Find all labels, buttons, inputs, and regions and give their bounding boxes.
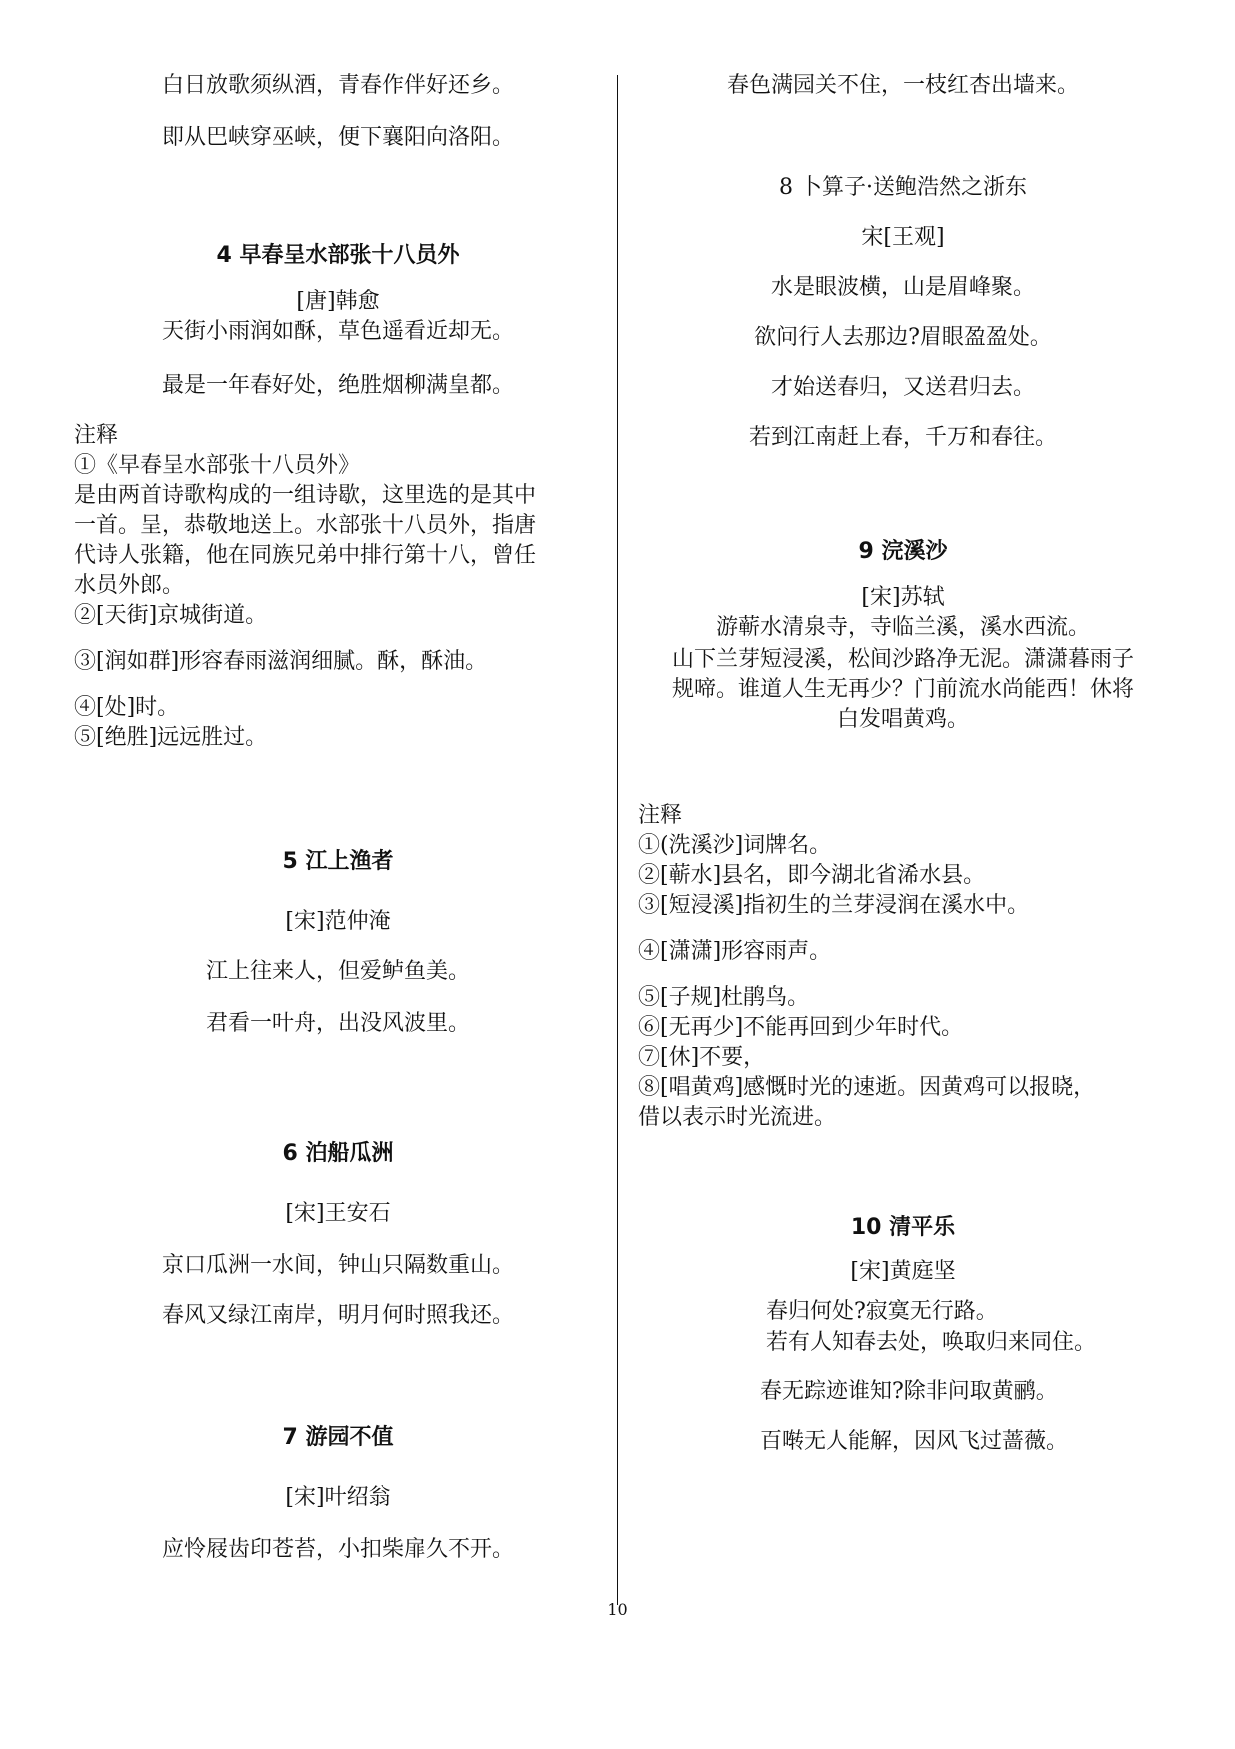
poem-author: [宋]叶绍翁 <box>285 1485 391 1510</box>
note-item: ③[润如群]形容春雨滋润细腻。酥，酥油。 <box>74 649 488 674</box>
note-item: 借以表示时光流进。 <box>638 1105 837 1130</box>
poem-line: 应怜屐齿印苍苔，小扣柴扉久不开。 <box>161 1537 514 1562</box>
column-divider <box>617 75 618 1605</box>
poem-title: 6 泊船瓜洲 <box>282 1141 394 1166</box>
note-item: ⑤[子规]杜鹃鸟。 <box>638 985 810 1010</box>
poem10-lines <box>766 1296 1168 1358</box>
note-item: ⑤[绝胜]远远胜过。 <box>74 725 268 750</box>
poem-line: 君看一叶舟，出没风波里。 <box>205 1011 470 1036</box>
poem-title: 7 游园不值 <box>282 1425 394 1450</box>
note-item: 是由两首诗歌构成的一组诗歇，这里选的是其中 <box>74 483 537 508</box>
note-item: ⑥[无再少]不能再回到少年时代。 <box>638 1015 964 1040</box>
poem-author: [唐]韩愈 <box>296 289 380 314</box>
poem-line: 才始送春归，又送君归去。 <box>770 375 1035 400</box>
poem-author: [宋]王安石 <box>285 1201 391 1226</box>
notes-heading: 注释 <box>74 423 119 448</box>
note-item: ②[蕲水]县名，即今湖北省浠水县。 <box>638 863 986 888</box>
poem-line: 春色满园关不住，一枝红杏出墙来。 <box>726 73 1079 98</box>
poem-line: 若到江南赶上春，千万和春往。 <box>748 425 1057 450</box>
poem-title: 9 浣溪沙 <box>858 539 948 564</box>
poem-line: 若有人知春去处，唤取归来同住。 <box>766 1330 1097 1355</box>
poem-line: 山下兰芽短浸溪，松间沙路净无泥。潇潇暮雨子 <box>671 647 1134 672</box>
poem-intro: 游蕲水清泉寺，寺临兰溪，溪水西流。 <box>715 615 1090 640</box>
note-item: ⑦[休]不要， <box>638 1045 766 1070</box>
poem-title: 5 江上渔者 <box>282 849 394 874</box>
poem-line: 江上往来人，但爱鲈鱼美。 <box>205 959 470 984</box>
note-item: ④[处]时。 <box>74 695 180 720</box>
notes-heading: 注释 <box>638 803 683 828</box>
poem-line: 百啭无人能解，因风飞过蔷薇。 <box>760 1429 1069 1454</box>
poem-line: 天街小雨润如酥，草色遥看近却无。 <box>161 319 514 344</box>
poem-title: 4 早春呈水部张十八员外 <box>216 243 460 268</box>
poem-line: 白日放歌须纵酒，青春作伴好还乡。 <box>161 73 514 98</box>
note-item: ①《早春呈水部张十八员外》 <box>74 453 361 478</box>
note-item: 代诗人张籍，他在同族兄弟中排行第十八，曾任 <box>74 543 537 568</box>
note-item: ④[潇潇]形容雨声。 <box>638 939 832 964</box>
poem-line: 白发唱黄鸡。 <box>836 707 969 732</box>
poem-line: 欲问行人去那边?眉眼盈盈处。 <box>754 325 1052 350</box>
note-item: ③[短浸溪]指初生的兰芽浸润在溪水中。 <box>638 893 1030 918</box>
poem-author: [宋]范仲淹 <box>285 909 391 934</box>
poem-line: 水是眼波横，山是眉峰聚。 <box>770 275 1035 300</box>
poem-line: 规啼。谁道人生无再少？门前流水尚能西！休将 <box>671 677 1134 702</box>
poem-line: 最是一年春好处，绝胜烟柳满皇都。 <box>161 373 514 398</box>
page-number: 10 <box>607 1600 628 1619</box>
poem-title: 10 清平乐 <box>850 1215 956 1240</box>
poem-line: 即从巴峡穿巫峡，便下襄阳向洛阳。 <box>161 125 514 150</box>
note-item: ①(洗溪沙]词牌名。 <box>638 833 832 858</box>
poem-line: 春无踪迹谁知?除非问取黄鹂。 <box>760 1379 1058 1404</box>
poem-line: 京口瓜洲一水间，钟山只隔数重山。 <box>161 1253 514 1278</box>
poem-author: [宋]黄庭坚 <box>850 1259 956 1284</box>
poem-line: 春风又绿江南岸，明月何时照我还。 <box>161 1303 514 1328</box>
poem-author: [宋]苏轼 <box>861 585 945 610</box>
poem-title: 8 卜算子·送鲍浩然之浙东 <box>779 175 1027 200</box>
note-item: ⑧[唱黄鸡]感慨时光的速逝。因黄鸡可以报晓， <box>638 1075 1096 1100</box>
note-item: 水员外郎。 <box>74 573 185 598</box>
note-item: 一首。呈，恭敬地送上。水部张十八员外，指唐 <box>74 513 537 538</box>
poem-line: 春归何处?寂寞无行路。 <box>766 1299 998 1324</box>
note-item: ②[天街]京城街道。 <box>74 603 268 628</box>
poem-author: 宋[王观] <box>861 225 945 250</box>
